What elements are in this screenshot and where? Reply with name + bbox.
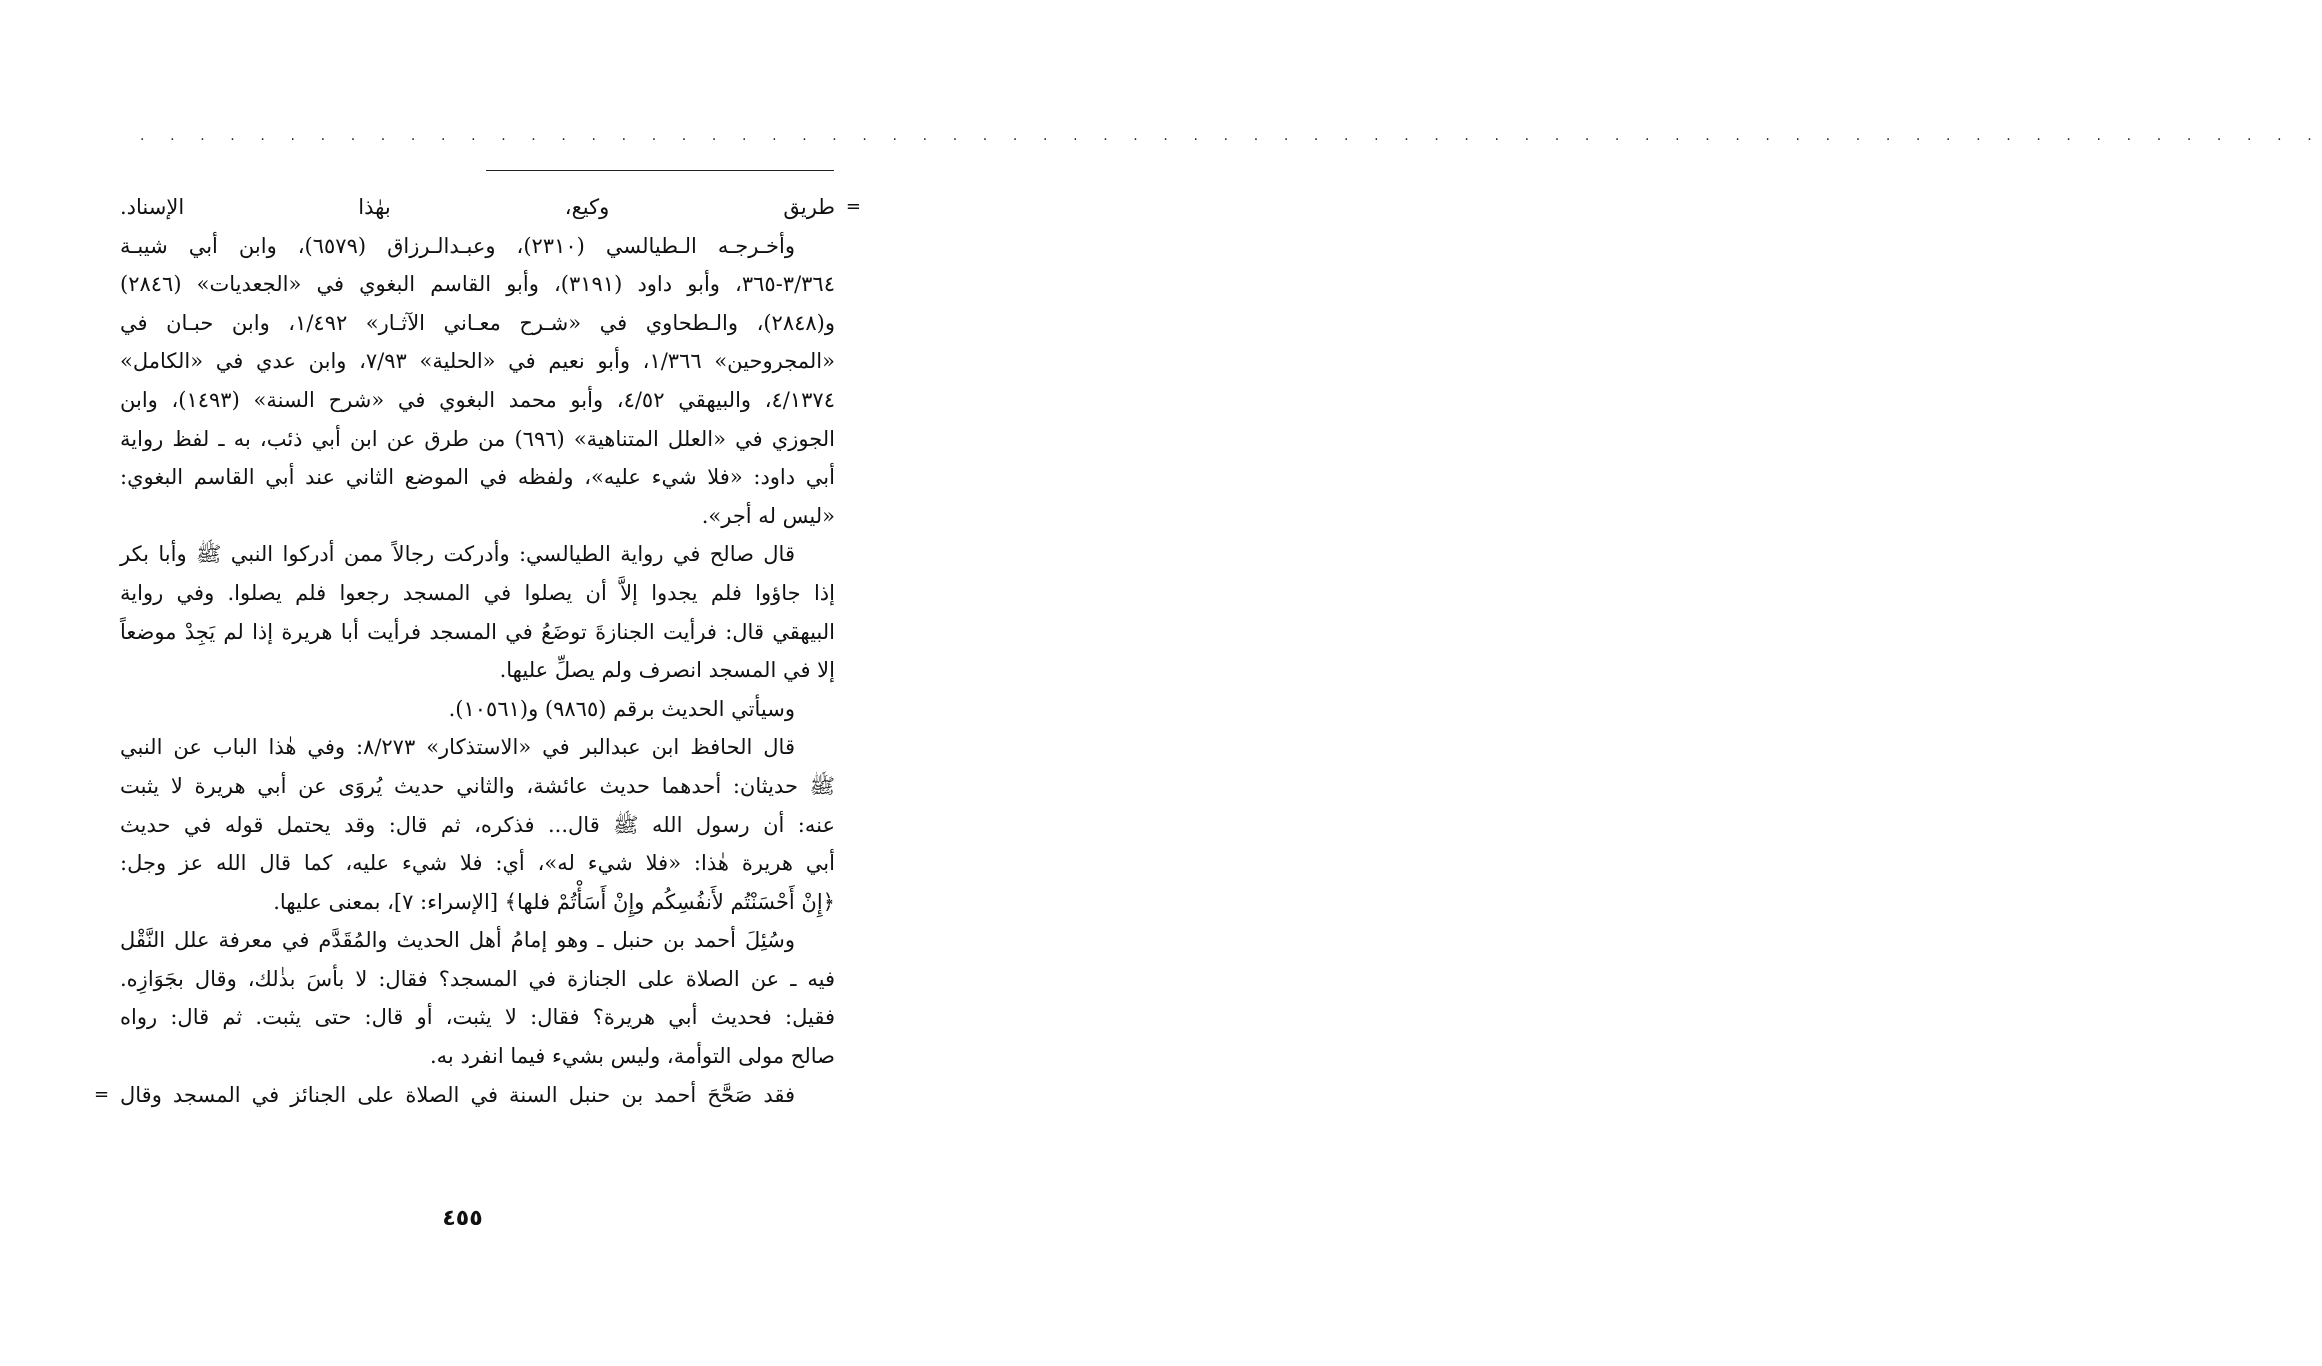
text-line — [120, 188, 861, 227]
text-line: عنه: أن رسول الله ﷺ قال... فذكره، ثم قال: وقد يحتمل قوله في حديث — [120, 812, 835, 837]
text-line: إلا في المسجد انصرف ولم يصلِّ عليها. — [499, 658, 835, 683]
text-line: فقيل: فحديث أبي هريرة؟ فقال: لا يثبت، أو قال: حتى يثبت. ثم قال: رواه — [120, 1005, 835, 1030]
text-line: ٣/٣٦٤-٣٦٥، وأبو داود (٣١٩١)، وأبو القاسم البغوي في «الجعديات» (٢٨٤٦) — [120, 272, 835, 297]
text-line: صالح مولى التوأمة، وليس بشيء فيما انفرد به. — [430, 1044, 835, 1069]
text-line: البيهقي قال: فرأيت الجنازةَ توضَعُ في المسجد فرأيت أبا هريرة إذا لم يَجِدْ موضعاً — [120, 619, 835, 644]
separator-dots: . . . . . . . . . . . . . . . . . . . . . . . . . . . . . . . . . . . . . . . . . . . . . . . . . . . . . . . . . . . . . . . . . . . . . . . . . — [140, 128, 2322, 144]
text-line: قال صالح في رواية الطيالسي: وأدركت رجالاً ممن أدركوا النبي ﷺ وأبا بكر — [120, 542, 795, 567]
text-line — [94, 1076, 835, 1115]
text-line: قال الحافظ ابن عبدالبر في «الاستذكار» ٨/٢٧٣: وفي هٰذا الباب عن النبي — [120, 735, 795, 760]
text-line: أبي داود: «فلا شيء عليه»، ولفظه في الموضع الثاني عند أبي القاسم البغوي: — [120, 465, 835, 490]
text-line: إذا جاؤوا فلم يجدوا إلاَّ أن يصلوا في المسجد رجعوا فلم يصلوا. وفي رواية — [120, 580, 835, 605]
text-line: «المجروحين» ١/٣٦٦، وأبو نعيم في «الحلية» ٧/٩٣، وابن عدي في «الكامل» — [120, 349, 835, 374]
text-line: ﷺ حديثان: أحدهما حديث عائشة، والثاني حديث يُروَى عن أبي هريرة لا يثبت — [120, 773, 835, 798]
footnote-text — [94, 188, 861, 1114]
text-line: الجوزي في «العلل المتناهية» (٦٩٦) من طرق عن ابن أبي ذئب، به ـ لفظ رواية — [120, 426, 835, 451]
line-text: فقد صَحَّحَ أحمد بن حنبل السنة في الصلاة على الجنائز في المسجد وقال — [120, 1082, 795, 1107]
page-number: ٤٥٥ — [442, 1206, 483, 1231]
continuation-mark-start: = — [845, 196, 861, 217]
text-line: و(٢٨٤٨)، والـطحاوي في «شـرح معـاني الآثـار» ١/٤٩٢، وابن حبـان في — [120, 310, 836, 335]
text-line: وأخـرجـه الـطيالسي (٢٣١٠)، وعبـدالـرزاق (٦٥٧٩)، وابن أبي شيبـة — [120, 233, 795, 258]
text-line: ﴿إِنْ أَحْسَنْتُم لأَنفُسِكُم وإِنْ أَسَأْتُمْ فلها﴾ [الإسراء: ٧]، بمعنى عليها. — [273, 889, 835, 914]
continuation-mark-end: = — [94, 1083, 110, 1105]
text-line: فيه ـ عن الصلاة على الجنازة في المسجد؟ فقال: لا بأسَ بذٰلك، وقال بجَوَازِه. — [120, 966, 835, 991]
text-line: ٤/١٣٧٤، والبيهقي ٤/٥٢، وأبو محمد البغوي في «شرح السنة» (١٤٩٣)، وابن — [120, 387, 835, 412]
text-line: وسيأتي الحديث برقم (٩٨٦٥) و(١٠٥٦١). — [448, 696, 795, 721]
footnote-rule — [486, 170, 834, 171]
text-line: أبي هريرة هٰذا: «فلا شيء له»، أي: فلا شيء عليه، كما قال الله عز وجل: — [120, 851, 835, 876]
text-line: وسُئِلَ أحمد بن حنبل ـ وهو إمامُ أهل الحديث والمُقَدَّم في معرفة علل النَّقْل — [120, 928, 795, 953]
line-text: طريق وكيع، بهٰذا الإسناد. — [120, 195, 835, 219]
text-line: «ليس له أجر». — [701, 503, 835, 528]
